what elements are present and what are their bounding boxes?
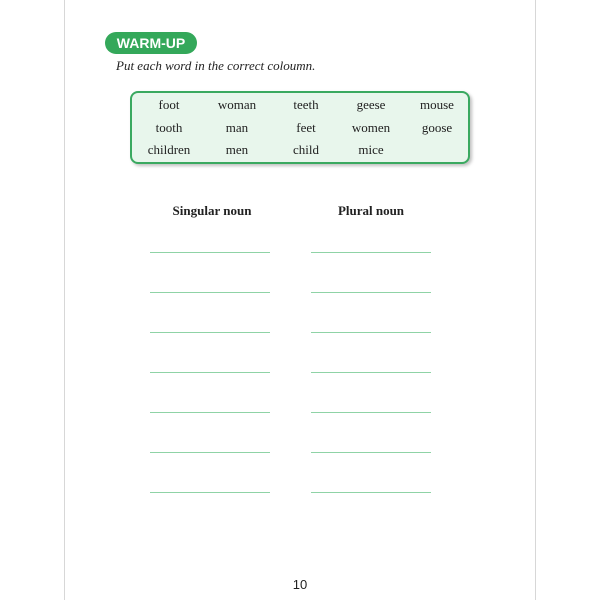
word-bank-word: feet — [296, 120, 316, 135]
word-bank-word: tooth — [155, 120, 183, 135]
word-bank-word: geese — [356, 97, 386, 112]
word-bank-word: woman — [217, 97, 257, 112]
plural-noun-heading: Plural noun — [337, 203, 405, 218]
plural-answer-line[interactable] — [311, 332, 431, 333]
instruction-text: Put each word in the correct coloumn. — [116, 58, 316, 73]
singular-answer-line[interactable] — [150, 492, 270, 493]
singular-answer-line[interactable] — [150, 252, 270, 253]
plural-answer-line[interactable] — [311, 492, 431, 493]
word-bank-word: mouse — [420, 97, 454, 112]
singular-answer-line[interactable] — [150, 332, 270, 333]
plural-answer-line[interactable] — [311, 372, 431, 373]
word-bank-word: goose — [421, 120, 453, 135]
plural-answer-line[interactable] — [311, 412, 431, 413]
plural-answer-line[interactable] — [311, 452, 431, 453]
word-bank-word: foot — [158, 97, 180, 112]
singular-answer-line[interactable] — [150, 372, 270, 373]
word-bank-word: teeth — [293, 97, 319, 112]
worksheet-page — [64, 0, 536, 600]
singular-answer-line[interactable] — [150, 452, 270, 453]
plural-answer-line[interactable] — [311, 292, 431, 293]
singular-answer-line[interactable] — [150, 412, 270, 413]
plural-answer-line[interactable] — [311, 252, 431, 253]
singular-noun-heading: Singular noun — [172, 203, 252, 218]
word-bank-word: children — [147, 142, 191, 157]
word-bank-word: women — [351, 120, 391, 135]
word-bank-word: mice — [358, 142, 384, 157]
warm-up-badge: WARM-UP — [105, 32, 197, 54]
word-bank-word: child — [293, 142, 319, 157]
word-bank-word: men — [225, 142, 249, 157]
page-number: 10 — [292, 577, 308, 592]
word-bank-word: man — [225, 120, 249, 135]
singular-answer-line[interactable] — [150, 292, 270, 293]
